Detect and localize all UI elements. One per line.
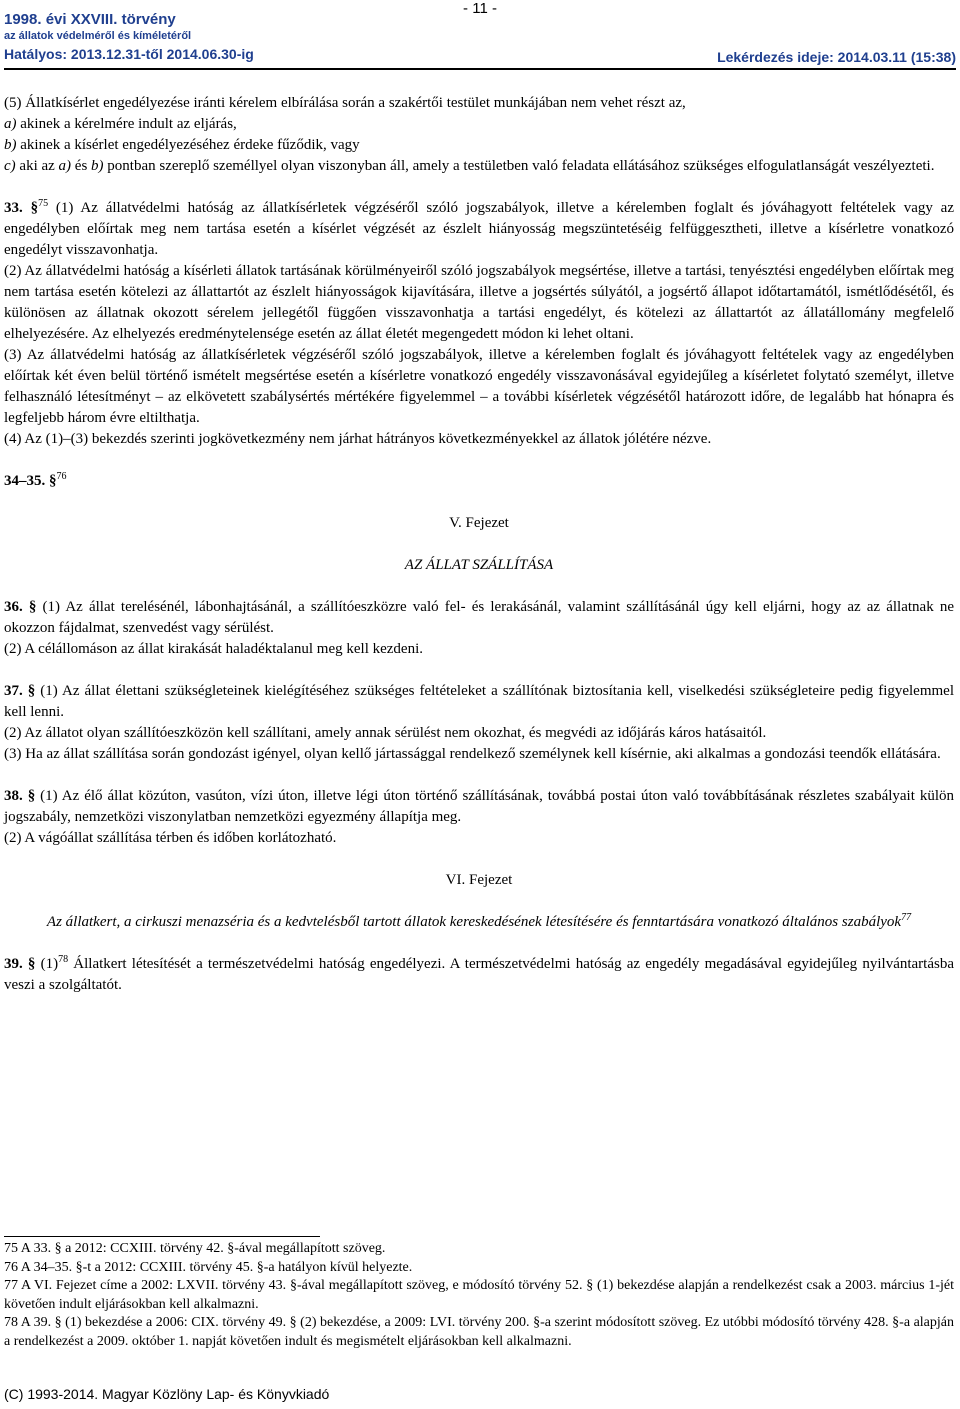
section-37-paragraph-3: (3) Ha az állat szállítása során gondozást igényel, olyan kellő jártassággal rendelkező személynek kell kísérnie, aki alkalmas a gondozási teendők ellátására. [4,746,941,762]
footnote-number: 77 [4,1278,18,1293]
footnote-ref[interactable]: 76 [56,471,67,482]
footnote-number: 76 [4,1259,18,1275]
section-number: 36. § [4,599,37,615]
section-number: 38. § [4,788,36,804]
footnote-ref[interactable]: 75 [38,198,49,209]
page-number: - 11 - [463,0,497,17]
footnote: 76 A 34–35. §-t a 2012: CCXIII. törvény 45. §-a hatályon kívül helyezte. [4,1259,413,1275]
point-letter: b) [4,137,17,153]
footnote: 75 A 33. § a 2012: CCXIII. törvény 42. §-ával megállapított szöveg. [4,1241,386,1256]
chapter-6-subtitle: Az állatkert, a cirkuszi menazséria és a kedvtelésből tartott állatok kereskedésének létesítésére és fenntartására vonatkozó általános szabályok$^{77}$ [46,912,912,930]
footnote-divider [4,1236,320,1237]
paragraph-5-b: b) akinek a kísérlet engedélyezéséhez érdeke fűződik, vagy [4,137,360,153]
chapter-5-subtitle: AZ ÁLLAT SZÁLLÍTÁSA [404,557,554,573]
section-38-paragraph-1: 38. § (1) Az élő állat közúton, vasúton, vízi úton, illetve légi úton történő szállításának, továbbá postai úton való továbbításának részletes szabályait külön jogszabály, nemzetközi viszonylatban nemzetközi egyezmény állapítja meg. [4,788,955,825]
effective-dates: Hatályos: 2013.12.31-től 2014.06.30-ig [4,46,254,62]
footnote-number: 75 [4,1241,18,1256]
footnote-number: 78 [4,1315,18,1330]
section-33-paragraph-4: (4) Az (1)–(3) bekezdés szerinti jogkövetkezmény nem járhat hátrányos következményekkel az állatok jólétére nézve. [4,431,712,447]
paragraph-5-c: c) aki az a) és b) pontban szereplő személlyel olyan viszonyban áll, amely a testületben való feladata ellátásához szükséges elfogulatlanságát veszélyezteti. [4,158,935,174]
section-33-paragraph-2: (2) Az állatvédelmi hatóság a kísérleti állatok tartásának körülményeiről szóló jogszabályok megsértése, illetve a tartási, tenyésztési engedélyben előírtak meg nem tartása esetén kötelezi az állattartót az észlelt hiányosságok kijavítására, illetve a jogsértés súlyától, a jogsértő állapot időtartamától, ismétlődésétől, és különösen az állatnak okozott sérelem jellegétől függően visszavonhatja a tartási engedélyt, és kötelezi az állattartót az állatállomány megfelelő elhelyezésére. Az elhelyezés eredménytelensége esetén az állat életét megengedett módon ki lehet oltani. [4,263,954,342]
query-time: Lekérdezés ideje: 2014.03.11 (15:38) [717,49,956,65]
section-37-paragraph-1: 37. § (1) Az állat élettani szükségleteinek kielégítéséhez szükséges feltételeket a szállítónak biztosítania kell, viselkedési szükségleteire pedig figyelemmel kell lenni. [4,683,955,720]
section-33-paragraph-3: (3) Az állatvédelmi hatóság az állatkísérletek végzéséről szóló jogszabályok, illetve a kérelemben foglalt és jóváhagyott feltételek vagy az engedélyben előírtak két éven belül történő ismételt megsértése esetén a kísérletre vonatkozó engedély visszavonásával egyidejűleg a kísérletet folytató személyt, illetve felhasználó létesítményt – az elkövetett szabálysértés mértékére figyelemmel – a további kísérletek végzésétől határozott időre, de legalább hat hónapra és legfeljebb három évre eltilthatja. [4,347,954,426]
section-36-paragraph-1: 36. § (1) Az állat terelésénél, lábonhajtásánál, a szállítóeszközre való fel- és lerakásánál, valamint szállításánál úgy kell eljárni, hogy az az állatnak ne okozzon fájdalmat, szenvedést vagy sérülést. [4,599,954,636]
section-number: 33. § [4,200,39,216]
header-divider [4,68,956,70]
law-title: 1998. évi XXVIII. törvény [4,11,176,28]
paragraph-5-a: a) akinek a kérelmére indult az eljárás, [4,116,237,132]
footnote-ref[interactable]: 77 [901,912,912,923]
section-39-paragraph-1: 39. § $(1)^{78}$ Állatkert létesítését a természetvédelmi hatóság engedélyezi. A természetvédelmi hatóság az engedély megadásával egyidejűleg nyilvántartásba veszi a szolgáltatót. [4,954,954,993]
footnotes [4,1240,954,1351]
section-37-paragraph-2: (2) Az állatot olyan szállítóeszközön kell szállítani, amely annak sérülést nem okozhat, és megvédi az időjárás káros hatásaitól. [4,725,767,741]
section-38-paragraph-2: (2) A vágóállat szállítása térben és időben korlátozható. [4,830,337,846]
law-subtitle: az állatok védelméről és kíméletéről [4,30,192,42]
section-34-35 [4,471,954,492]
point-letter: c) [4,158,16,174]
section-number: 37. § [4,683,36,699]
footnote-ref[interactable]: 78 [58,954,69,965]
footnote: 77 A VI. Fejezet címe a 2002: LXVII. törvény 43. §-ával megállapított szöveg, e módosító törvény 52. § (1) bekezdése alapján a rendelkezést csak a 2003. március 1-jét követően indult eljárásokban kell alkalmazni. [4,1278,954,1312]
section-number: 34–35. § [4,473,57,489]
law-text [4,93,954,996]
chapter-6-title: VI. Fejezet [445,872,513,888]
document-header [4,10,254,64]
section-36-paragraph-2: (2) A célállomáson az állat kirakását haladéktalanul meg kell kezdeni. [4,641,423,657]
footnote: 78 A 39. § (1) bekezdése a 2006: CIX. törvény 49. § (2) bekezdése, a 2009: LVI. törvény 200. §-a szerint módosított szöveg. Ez utóbbi módosító törvény 428. §-a alapján a rendelkezést a 2009. október 1. napját követően indult és megismételt eljárásokban kell alkalmazni. [4,1315,954,1349]
chapter-5-title: V. Fejezet [449,515,509,531]
section-number: 39. § [4,956,36,972]
section-33-paragraph-1: 33. §$^{75}$ (1) Az állatvédelmi hatóság az állatkísérletek végzéséről szóló jogszabályok, illetve a kérelemben foglalt és jóváhagyott feltételek vagy az engedélyben előírtak meg nem tartása esetén a kísérlet végzését az észlelt hiányosság megszüntetéséig felfüggesztheti, illetve a kísérletre vonatkozó engedélyt visszavonhatja. [4,198,954,258]
point-letter: a) [4,116,17,132]
copyright-footer: (C) 1993-2014. Magyar Közlöny Lap- és Könyvkiadó [4,1386,330,1402]
paragraph-5: (5) Állatkísérlet engedélyezése iránti kérelem elbírálása során a szakértői testület munkájában nem vehet részt az, [4,95,686,111]
